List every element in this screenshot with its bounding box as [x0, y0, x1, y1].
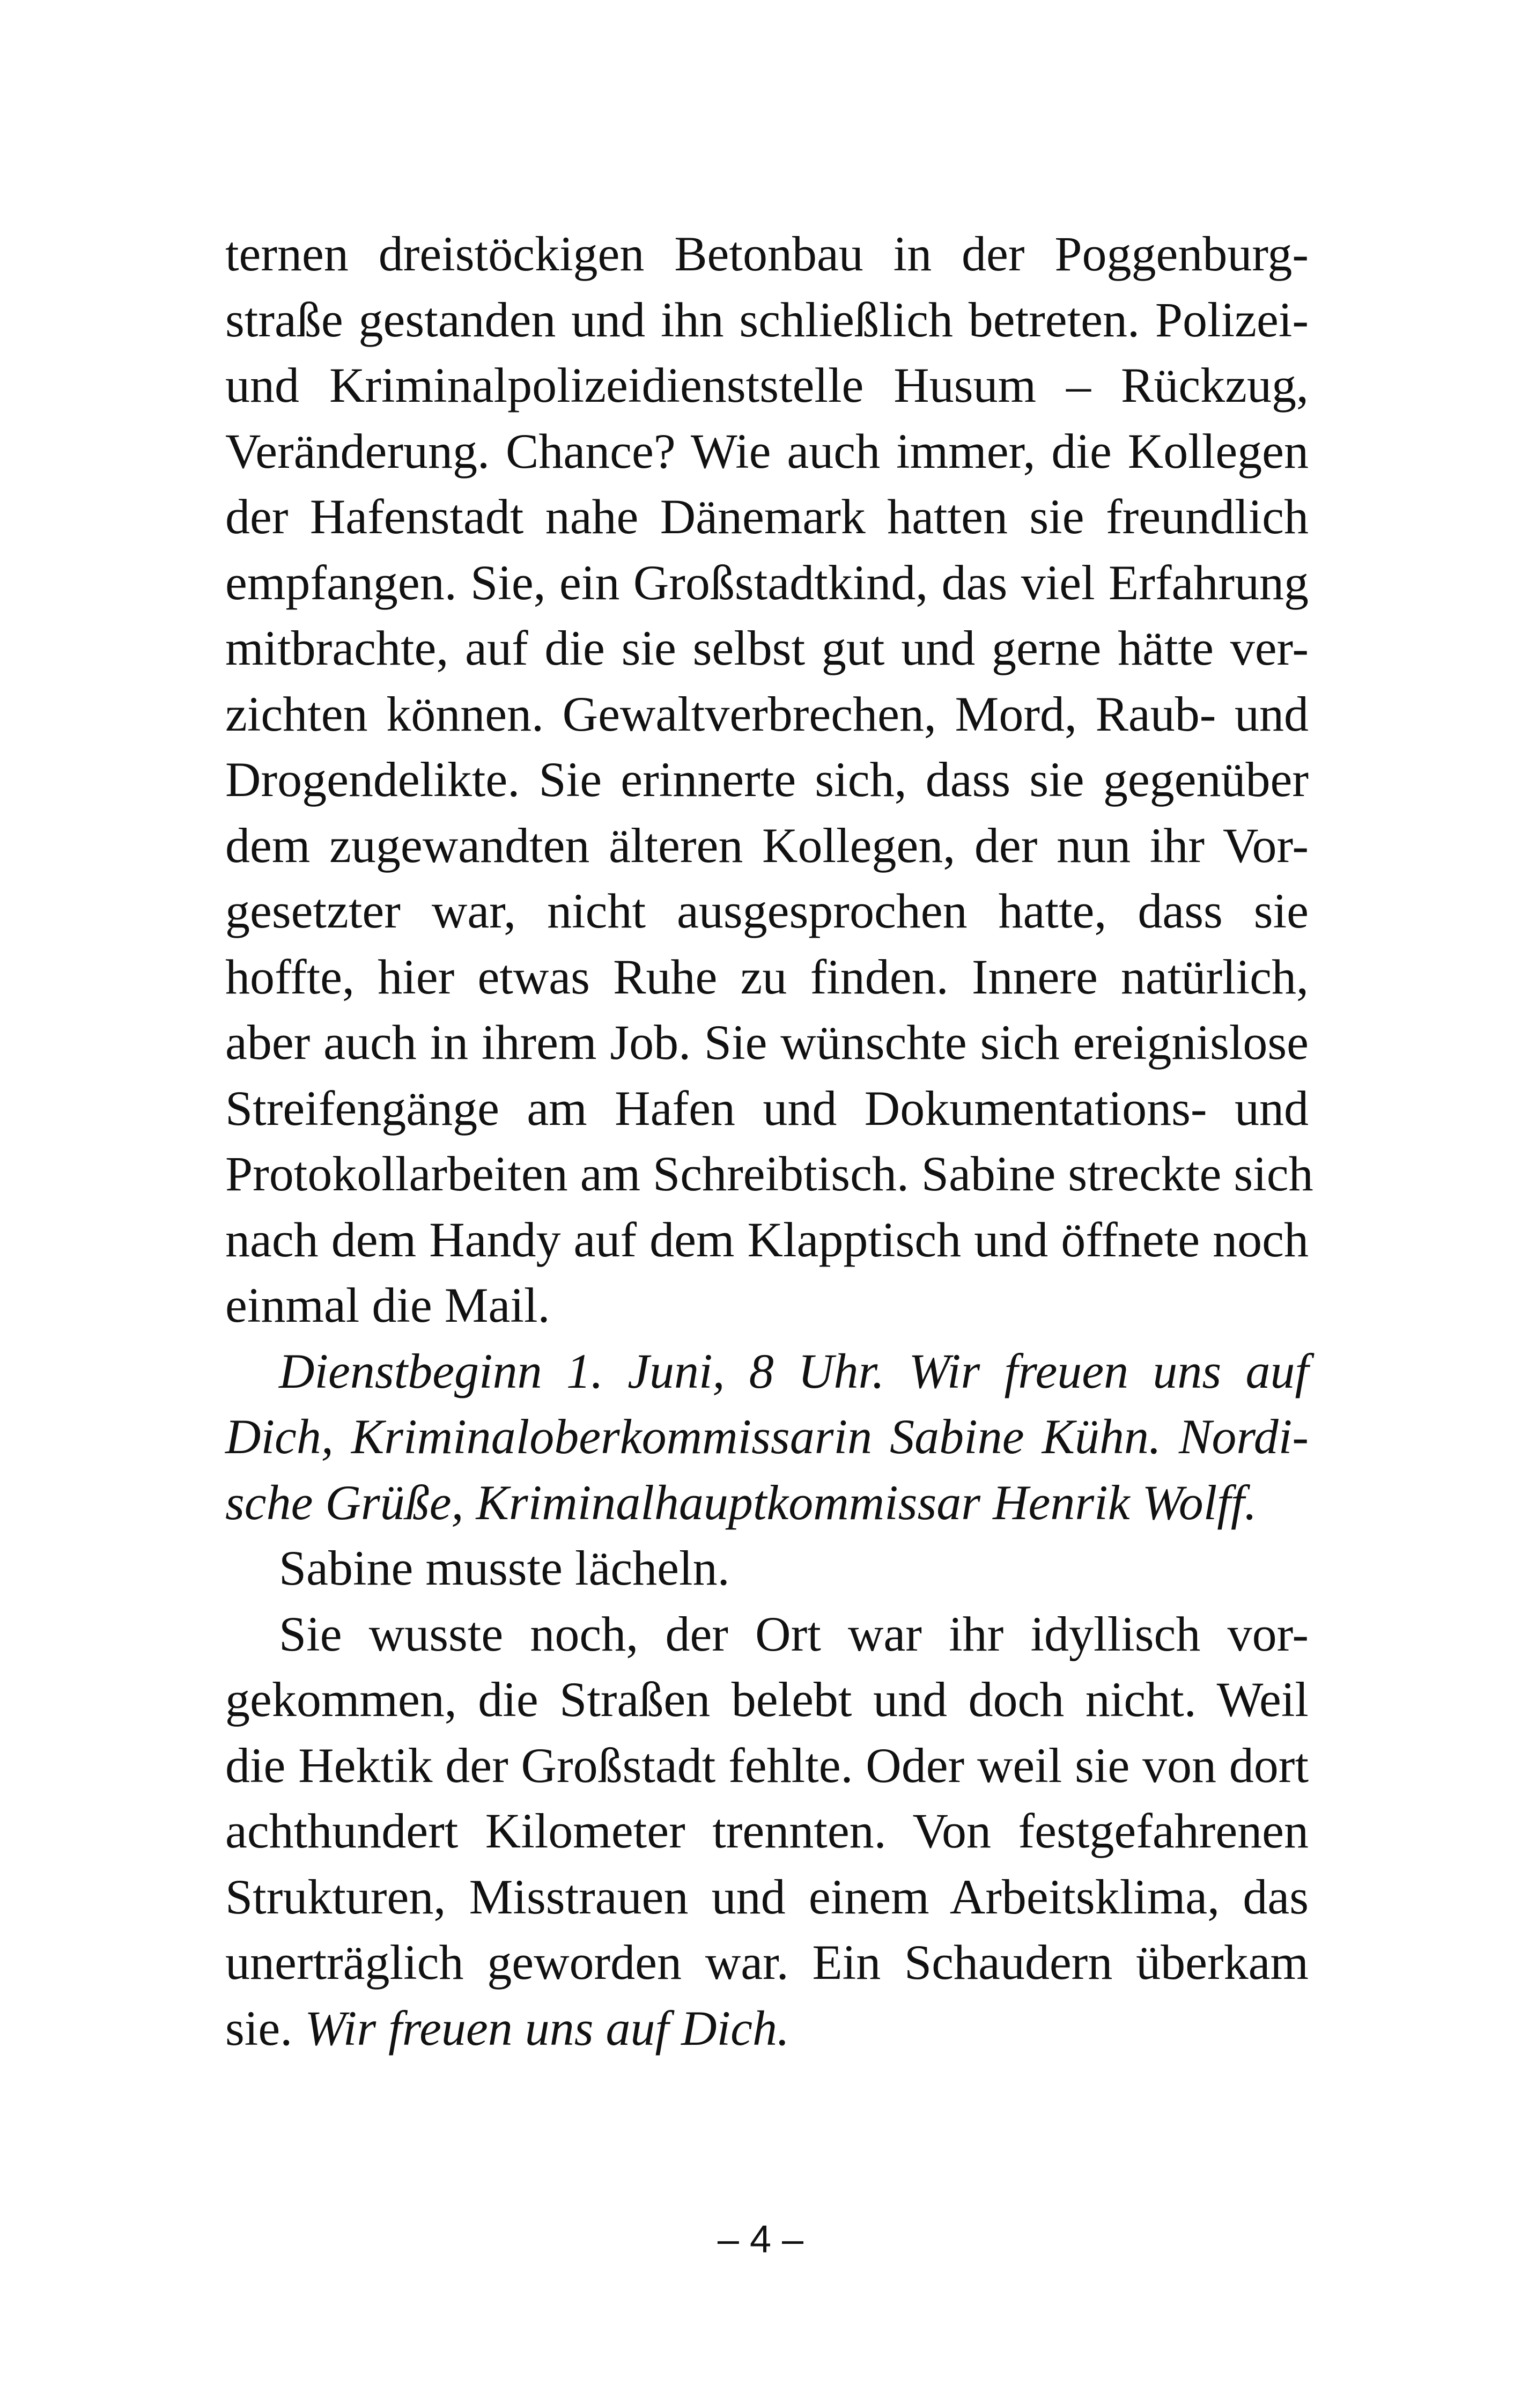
text-line	[225, 1995, 1309, 2061]
italic-text-line: Dienstbeginn 1. Juni, 8 Uhr. Wir freuen uns auf	[279, 1343, 1309, 1398]
text-line: empfangen. Sie, ein Großstadtkind, das viel Erfahrung	[225, 555, 1309, 610]
text-line: Sie wusste noch, der Ort war ihr idyllisch vor-	[279, 1606, 1309, 1661]
text-line: Sabine musste lächeln.	[279, 1541, 730, 1595]
text-line: unerträglich geworden war. Ein Schaudern überkam	[225, 1935, 1309, 1990]
text-segment: sie.	[225, 2000, 293, 2056]
text-line: aber auch in ihrem Job. Sie wünschte sich ereignislose	[225, 1015, 1309, 1070]
text-line: Streifengänge am Hafen und Dokumentations- und	[225, 1080, 1309, 1136]
body-text	[225, 221, 1313, 2061]
text-line: Strukturen, Misstrauen und einem Arbeitsklima, das	[225, 1869, 1309, 1924]
text-line: einmal die Mail.	[225, 1278, 550, 1332]
italic-text-segment: Wir freuen uns auf Dich.	[305, 2000, 789, 2056]
text-line: und Kriminalpolizeidienststelle Husum – Rückzug,	[225, 358, 1309, 413]
text-line: nach dem Handy auf dem Klapptisch und öffnete noch	[225, 1212, 1309, 1267]
text-line: straße gestanden und ihn schließlich betreten. Polizei-	[225, 292, 1309, 347]
text-line: Drogendelikte. Sie erinnerte sich, dass sie gegenüber	[225, 752, 1309, 807]
text-line: hoffte, hier etwas Ruhe zu finden. Innere natürlich,	[225, 949, 1309, 1004]
text-line: die Hektik der Großstadt fehlte. Oder weil sie von dort	[225, 1737, 1309, 1793]
text-line: mitbrachte, auf die sie selbst gut und gerne hätte ver-	[225, 621, 1309, 675]
text-line: ternen dreistöckigen Betonbau in der Poggenburg-	[225, 226, 1309, 281]
text-line: der Hafenstadt nahe Dänemark hatten sie freundlich	[225, 489, 1309, 544]
text-line: Veränderung. Chance? Wie auch immer, die Kollegen	[225, 423, 1309, 478]
text-line: dem zugewandten älteren Kollegen, der nun ihr Vor-	[225, 818, 1309, 873]
text-line: achthundert Kilometer trennten. Von festgefahrenen	[225, 1803, 1309, 1858]
text-line: zichten können. Gewaltverbrechen, Mord, Raub- und	[225, 686, 1309, 741]
text-line: gesetzter war, nicht ausgesprochen hatte, dass sie	[225, 883, 1309, 938]
italic-text-line: Dich, Kriminaloberkommissarin Sabine Kühn. Nordi-	[225, 1409, 1309, 1464]
text-line: Protokollarbeiten am Schreibtisch. Sabine streckte sich	[225, 1146, 1313, 1201]
page-number: – 4 –	[717, 2218, 804, 2261]
text-line: gekommen, die Straßen belebt und doch nicht. Weil	[225, 1672, 1309, 1727]
italic-text-line: sche Grüße, Kriminalhauptkommissar Henrik Wolff.	[225, 1475, 1257, 1530]
